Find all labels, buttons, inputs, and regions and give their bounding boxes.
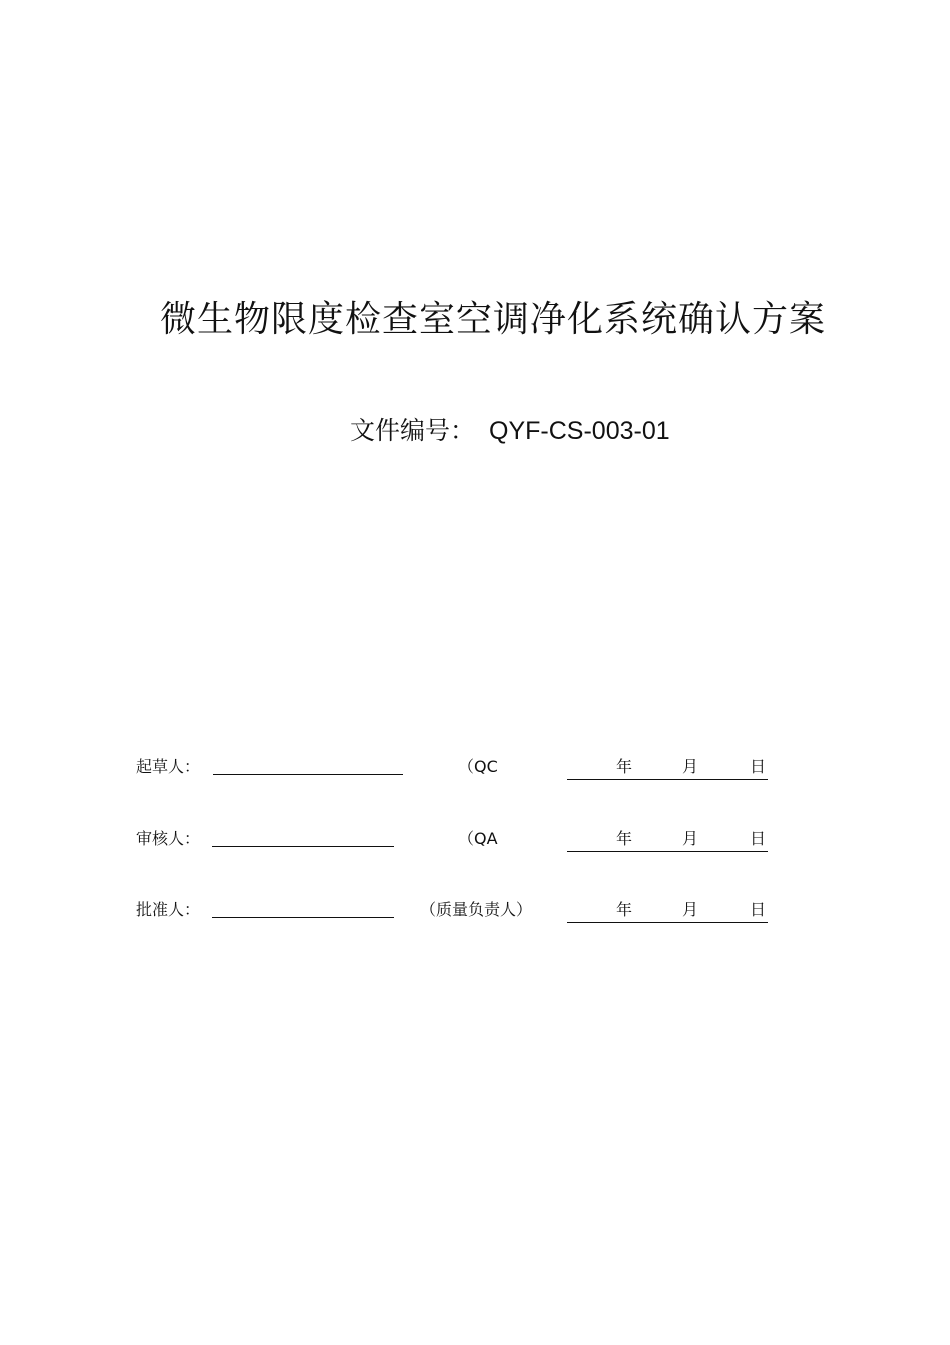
document-number-label: 文件编号： — [350, 416, 476, 445]
reviewer-date-line[interactable] — [567, 826, 768, 852]
reviewer-month-label: 月 — [682, 829, 699, 848]
approver-date-line[interactable] — [567, 897, 768, 923]
reviewer-year-label: 年 — [616, 829, 633, 848]
document-number — [350, 414, 670, 448]
reviewer-day-label: 日 — [750, 829, 767, 848]
reviewer-signature-line[interactable] — [212, 846, 394, 847]
drafter-day-label: 日 — [750, 757, 767, 776]
approver-year-label: 年 — [616, 900, 633, 919]
drafter-year-label: 年 — [616, 757, 633, 776]
approver-month-label: 月 — [682, 900, 699, 919]
reviewer-label: 审核人： — [136, 829, 201, 848]
signature-row-approver — [136, 897, 816, 923]
approver-role: （质量负责人） — [420, 900, 533, 919]
drafter-role: （QC — [458, 757, 498, 776]
drafter-month-label: 月 — [682, 757, 699, 776]
approver-label: 批准人： — [136, 900, 201, 919]
signature-row-drafter — [136, 754, 816, 780]
approver-day-label: 日 — [750, 900, 767, 919]
drafter-signature-line[interactable] — [213, 774, 403, 775]
reviewer-role: （QA — [458, 829, 498, 848]
document-title: 微生物限度检查室空调净化系统确认方案 — [160, 299, 827, 340]
approver-signature-line[interactable] — [212, 917, 394, 918]
signature-row-reviewer — [136, 826, 816, 852]
drafter-date-line[interactable] — [567, 754, 768, 780]
drafter-label: 起草人： — [136, 757, 201, 776]
document-number-value: QYF-CS-003-01 — [489, 417, 670, 445]
